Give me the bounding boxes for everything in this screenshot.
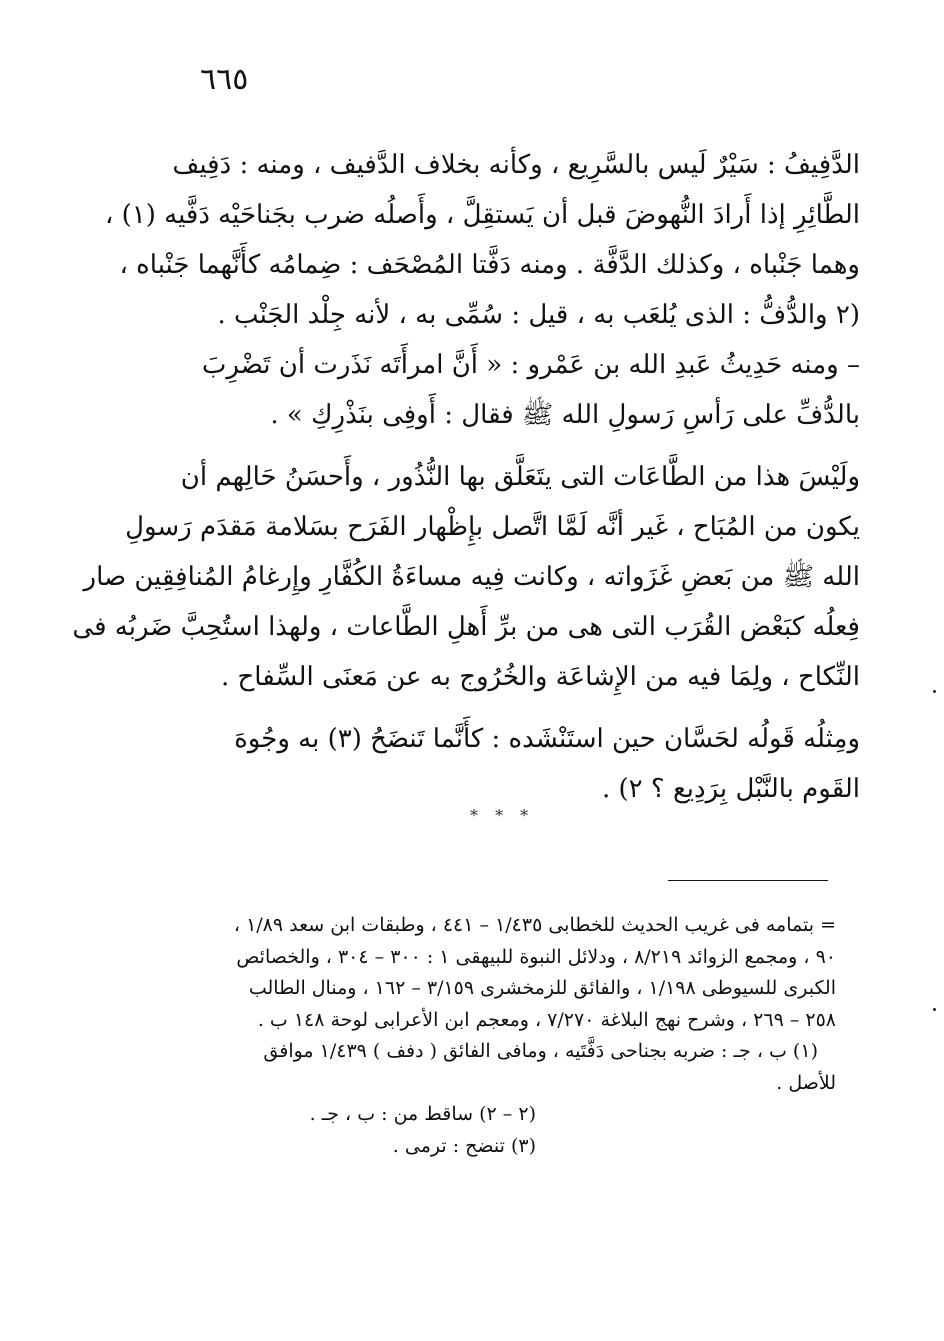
text-line: (٢ والدُّفُّ : الذى يُلعَب به ، قيل : سُمِّى به ، لأنه جِلْد الجَنْب . xyxy=(217,300,860,330)
text-line: الله ﷺ من بَعضِ غَزَواته ، وكانت فِيه مساءَةُ الكُفَّارِ وإِرغامُ المُنافِقِين صار xyxy=(83,562,860,592)
text-line: الطَّائِرِ إذا أَرادَ النُّهوضَ قبل أن يَستقِلَّ ، وأَصلُه ضرب بجَناحَيْه دَفَّيه (١) ، xyxy=(104,200,860,230)
text-line: ومِثلُه قَولُه لحَسَّان حين استَنْشَده : كأَنَّما تَنضَحُ (٣) به وجُوهَ xyxy=(234,724,860,754)
text-line: القَوم بالنَّبْل بِرَدِيع ؟ ٢) . xyxy=(601,774,860,804)
text-line: – ومنه حَدِيثُ عَبدِ الله بن عَمْرو : « أَنَّ امرأَتَه نَذَرت أن تَضْرِبَ xyxy=(201,350,860,380)
text-line: النِّكاح ، ولِمَا فيه من الإِشاعَة والخُرُوج به عن مَعنَى السِّفاح . xyxy=(220,662,860,692)
paragraph-gap xyxy=(160,702,860,714)
footnote-line: (١) ب ، جـ : ضربه بجناحى دَفَّتَيه ، ومافى الفائق ( دفف ) ١/٤٣٩ موافق xyxy=(263,1040,818,1062)
footnote-line: ٩٠ ، ومجمع الزوائد ٨/٢١٩ ، ودلائل النبوة للبيهقى ١ : ٣٠٠ – ٣٠٤ ، والخصائص xyxy=(236,945,836,968)
section-separator: * * * xyxy=(470,806,535,825)
footnote-line: = بتمامه فى غريب الحديث للخطابى ١/٤٣٥ – ٤٤١ ، وطبقات ابن سعد ١/٨٩ ، xyxy=(233,914,836,936)
footnote-divider xyxy=(668,880,828,881)
footnote-line: للأصل . xyxy=(776,1071,836,1094)
footnote-line: (٣) تنضح : ترمى . xyxy=(392,1134,536,1157)
footnote-line: ٢٥٨ – ٢٦٩ ، وشرح نهج البلاغة ٧/٢٧٠ ، ومعجم ابن الأعرابى لوحة ١٤٨ ب . xyxy=(257,1008,836,1031)
footnote-line: (٢ – ٢) ساقط من : ب ، جـ . xyxy=(309,1103,536,1125)
footnote-line: الكبرى للسيوطى ١/١٩٨ ، والفائق للزمخشرى ٣/١٥٩ – ١٦٢ ، ومنال الطالب xyxy=(248,977,836,999)
footnotes xyxy=(160,910,836,1162)
text-line: يكون من المُبَاح ، غَير أنَّه لَمَّا اتَّصل بإِظْهار الفَرَح بسَلامة مَقدَم رَسولِ xyxy=(125,512,860,542)
text-line: الدَّفِيفُ : سَيْرٌ لَيس بالسَّرِيع ، وكأنه بخلاف الدَّفيف ، ومنه : دَفِيف xyxy=(172,150,860,180)
text-line: وهما جَنْباه ، وكذلك الدَّفَّة . ومنه دَفَّتا المُصْحَف : ضِمامُه كأَنَّهما جَنْباه ، xyxy=(119,250,860,280)
paragraph-gap xyxy=(160,440,860,452)
scan-speck xyxy=(933,690,936,693)
text-line: ولَيْسَ هذا من الطَّاعَات التى يتَعَلَّق بها النُّذُور ، وأَحسَنُ حَالِهم أن xyxy=(180,462,860,492)
main-text xyxy=(72,140,860,814)
text-line: فِعلُه كبَعْض القُرَب التى هى من برِّ أَهلِ الطَّاعات ، ولهذا استُحِبَّ ضَربُه فى xyxy=(72,612,860,642)
scan-speck xyxy=(933,1008,936,1011)
page-number: ٦٦٥ xyxy=(200,62,249,97)
text-line: بالدُّفِّ على رَأسِ رَسولِ الله ﷺ فقال : أَوفِى بنَذْرِكِ » . xyxy=(270,400,860,430)
